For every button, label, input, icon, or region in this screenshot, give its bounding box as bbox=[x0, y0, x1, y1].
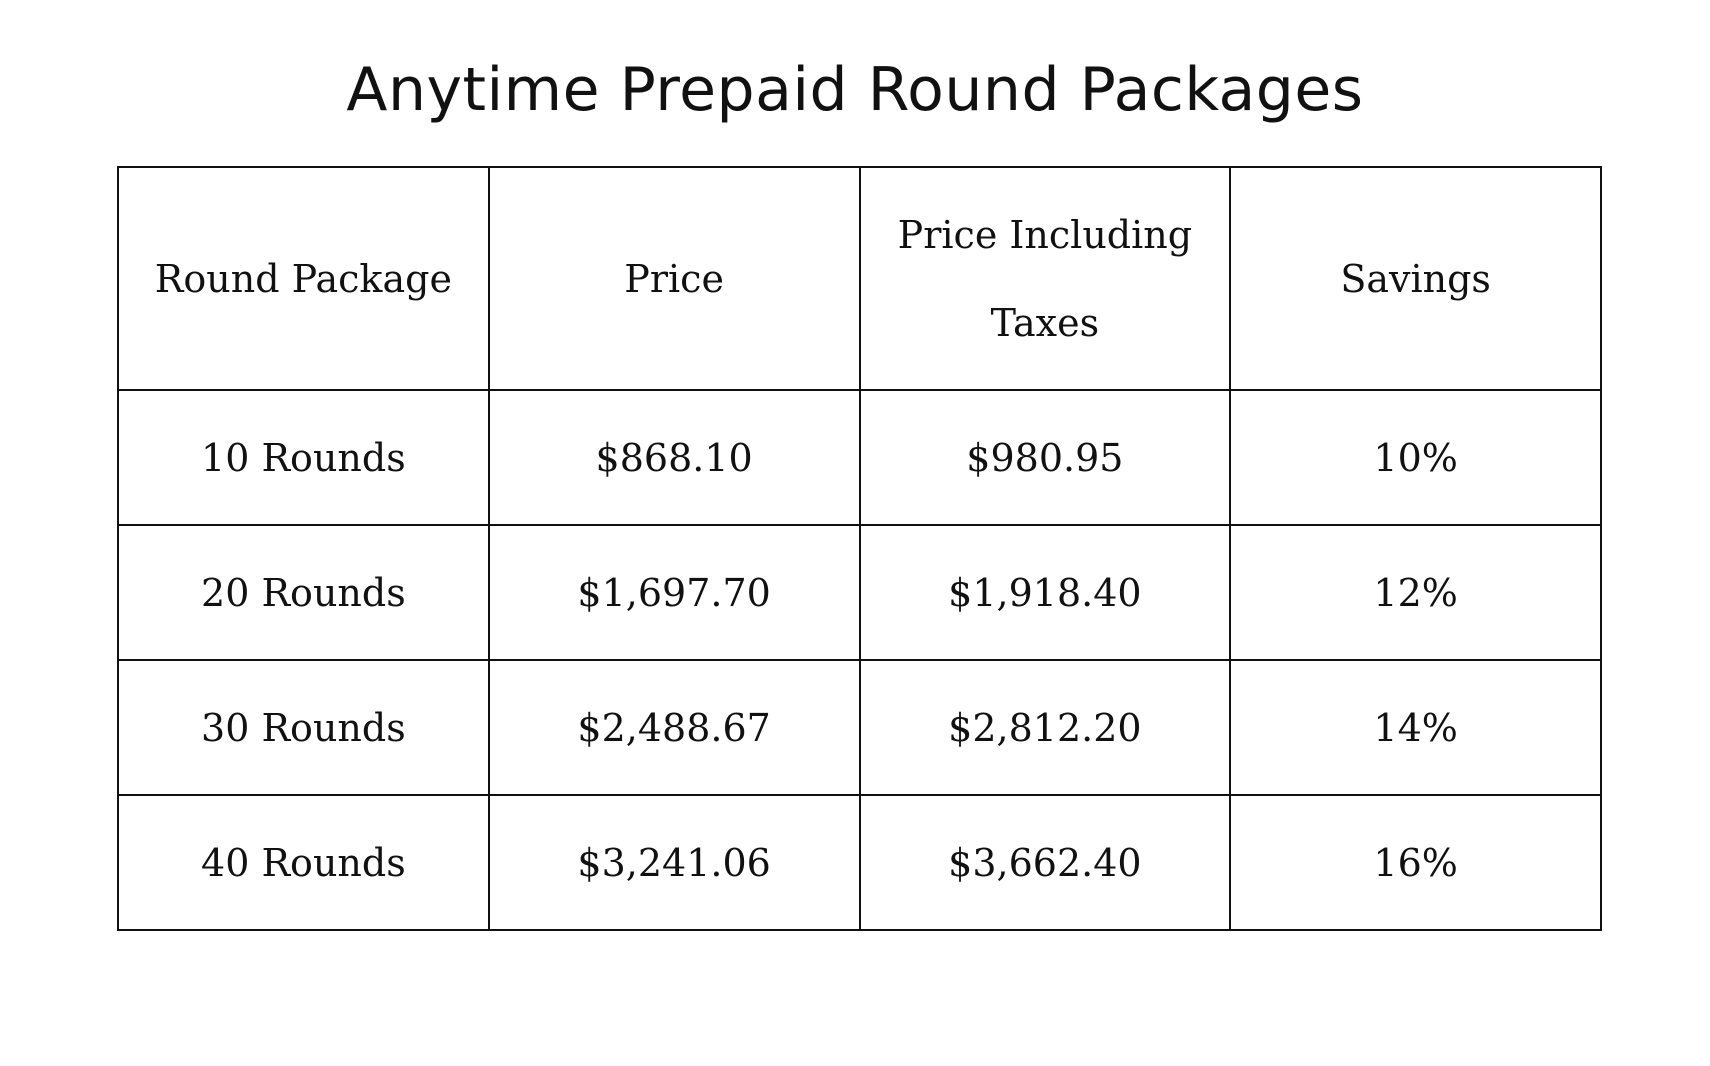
header-price: Price bbox=[489, 167, 860, 390]
savings-cell: 14% bbox=[1230, 660, 1601, 795]
table-row bbox=[118, 390, 1601, 525]
price-including-taxes-cell: $1,918.40 bbox=[860, 525, 1231, 660]
price-including-taxes-cell: $3,662.40 bbox=[860, 795, 1231, 930]
round-package-cell: 10 Rounds bbox=[118, 390, 489, 525]
header-savings: Savings bbox=[1230, 167, 1601, 390]
price-cell: $2,488.67 bbox=[489, 660, 860, 795]
round-package-cell: 20 Rounds bbox=[118, 525, 489, 660]
savings-cell: 16% bbox=[1230, 795, 1601, 930]
savings-cell: 12% bbox=[1230, 525, 1601, 660]
price-cell: $3,241.06 bbox=[489, 795, 860, 930]
price-including-taxes-cell: $2,812.20 bbox=[860, 660, 1231, 795]
table-row bbox=[118, 525, 1601, 660]
page-title: Anytime Prepaid Round Packages bbox=[346, 55, 1364, 125]
savings-cell: 10% bbox=[1230, 390, 1601, 525]
table-row bbox=[118, 660, 1601, 795]
header-round-package: Round Package bbox=[118, 167, 489, 390]
round-package-cell: 30 Rounds bbox=[118, 660, 489, 795]
price-cell: $1,697.70 bbox=[489, 525, 860, 660]
round-package-cell: 40 Rounds bbox=[118, 795, 489, 930]
table-row bbox=[118, 795, 1601, 930]
table-header-row bbox=[118, 167, 1601, 390]
price-cell: $868.10 bbox=[489, 390, 860, 525]
price-including-taxes-cell: $980.95 bbox=[860, 390, 1231, 525]
header-price-including-taxes: Price Including Taxes bbox=[860, 167, 1231, 390]
pricing-table bbox=[117, 166, 1602, 931]
